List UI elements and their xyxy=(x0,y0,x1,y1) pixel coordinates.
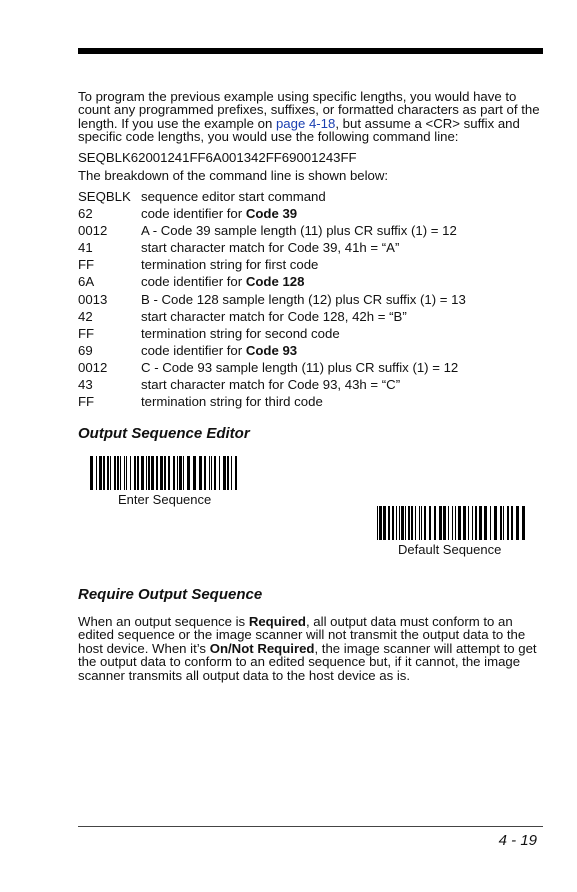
row-code: 43 xyxy=(78,377,93,393)
intro-text-end: , but assume a <CR> suffix and specific code lengths, you would use the following command line: xyxy=(78,115,520,144)
row-desc: B - Code 128 sample length (12) plus CR suffix (1) = 13 xyxy=(141,291,466,307)
row-code: SEQBLK xyxy=(78,189,131,204)
page-link[interactable]: page 4-18 xyxy=(275,115,336,131)
command-line: SEQBLK62001241FF6A001342FF69001243FF xyxy=(78,150,357,165)
require-paragraph: When an output sequence is Required, all output data must conform to an edited sequence or the image scanner will not transmit the output data to the host device. When it’s On/Not Required, the image scanner will attempt to get the output data to conform to an edited sequence but, if it cannot, the image scanner transmits all output data to the host device as is. xyxy=(78,614,537,683)
row-desc: sequence editor start command xyxy=(141,189,326,204)
row-code: 41 xyxy=(78,240,93,256)
row-code: 62 xyxy=(78,206,93,222)
breakdown-row xyxy=(78,239,538,256)
row-desc: C - Code 93 sample length (11) plus CR suffix (1) = 12 xyxy=(141,359,459,375)
enter-sequence-barcode[interactable] xyxy=(90,456,238,490)
row-desc: code identifier for Code 93 xyxy=(141,342,298,358)
breakdown-intro: The breakdown of the command line is shown below: xyxy=(78,168,389,183)
breakdown-row xyxy=(78,188,538,205)
row-code: 0012 xyxy=(78,223,108,239)
intro-text: To program the previous example using specific lengths, you would have to count any programmed prefixes, suffixes, or formatted characters as part of the length. If you use the example on xyxy=(78,89,540,131)
breakdown-row xyxy=(78,222,538,239)
breakdown-row xyxy=(78,376,538,393)
breakdown-row xyxy=(78,256,538,273)
row-code: 0012 xyxy=(78,359,108,375)
breakdown-row xyxy=(78,325,538,342)
default-sequence-label: Default Sequence xyxy=(398,542,502,557)
breakdown-row xyxy=(78,393,538,410)
breakdown-row xyxy=(78,308,538,325)
row-code: 69 xyxy=(78,342,93,358)
header-rule xyxy=(78,48,543,54)
row-code: FF xyxy=(78,257,95,273)
row-desc: termination string for second code xyxy=(141,325,340,341)
row-desc: start character match for Code 39, 41h = “A” xyxy=(141,240,400,256)
row-desc: code identifier for Code 128 xyxy=(141,274,305,290)
row-desc: termination string for third code xyxy=(141,394,323,410)
footer-rule xyxy=(78,826,543,827)
row-desc: A - Code 39 sample length (11) plus CR suffix (1) = 12 xyxy=(141,223,457,239)
row-desc: start character match for Code 93, 43h = “C” xyxy=(141,377,401,393)
row-code: 42 xyxy=(78,308,93,324)
intro-paragraph xyxy=(78,90,540,143)
row-desc: termination string for first code xyxy=(141,257,319,273)
page-number: 4 - 19 xyxy=(498,832,537,849)
breakdown-table xyxy=(78,188,538,410)
row-desc: start character match for Code 128, 42h = “B” xyxy=(141,308,407,324)
breakdown-row xyxy=(78,205,538,222)
row-code: 6A xyxy=(78,274,95,290)
section-title-output-sequence-editor: Output Sequence Editor xyxy=(78,425,250,442)
row-code: 0013 xyxy=(78,291,108,307)
breakdown-row xyxy=(78,359,538,376)
breakdown-row xyxy=(78,291,538,308)
enter-sequence-label: Enter Sequence xyxy=(118,492,212,507)
row-desc: code identifier for Code 39 xyxy=(141,206,298,222)
row-code: FF xyxy=(78,394,95,410)
breakdown-row xyxy=(78,273,538,290)
default-sequence-barcode[interactable] xyxy=(377,506,525,540)
row-code: FF xyxy=(78,325,95,341)
section-title-require-output-sequence: Require Output Sequence xyxy=(78,586,263,603)
breakdown-row xyxy=(78,342,538,359)
